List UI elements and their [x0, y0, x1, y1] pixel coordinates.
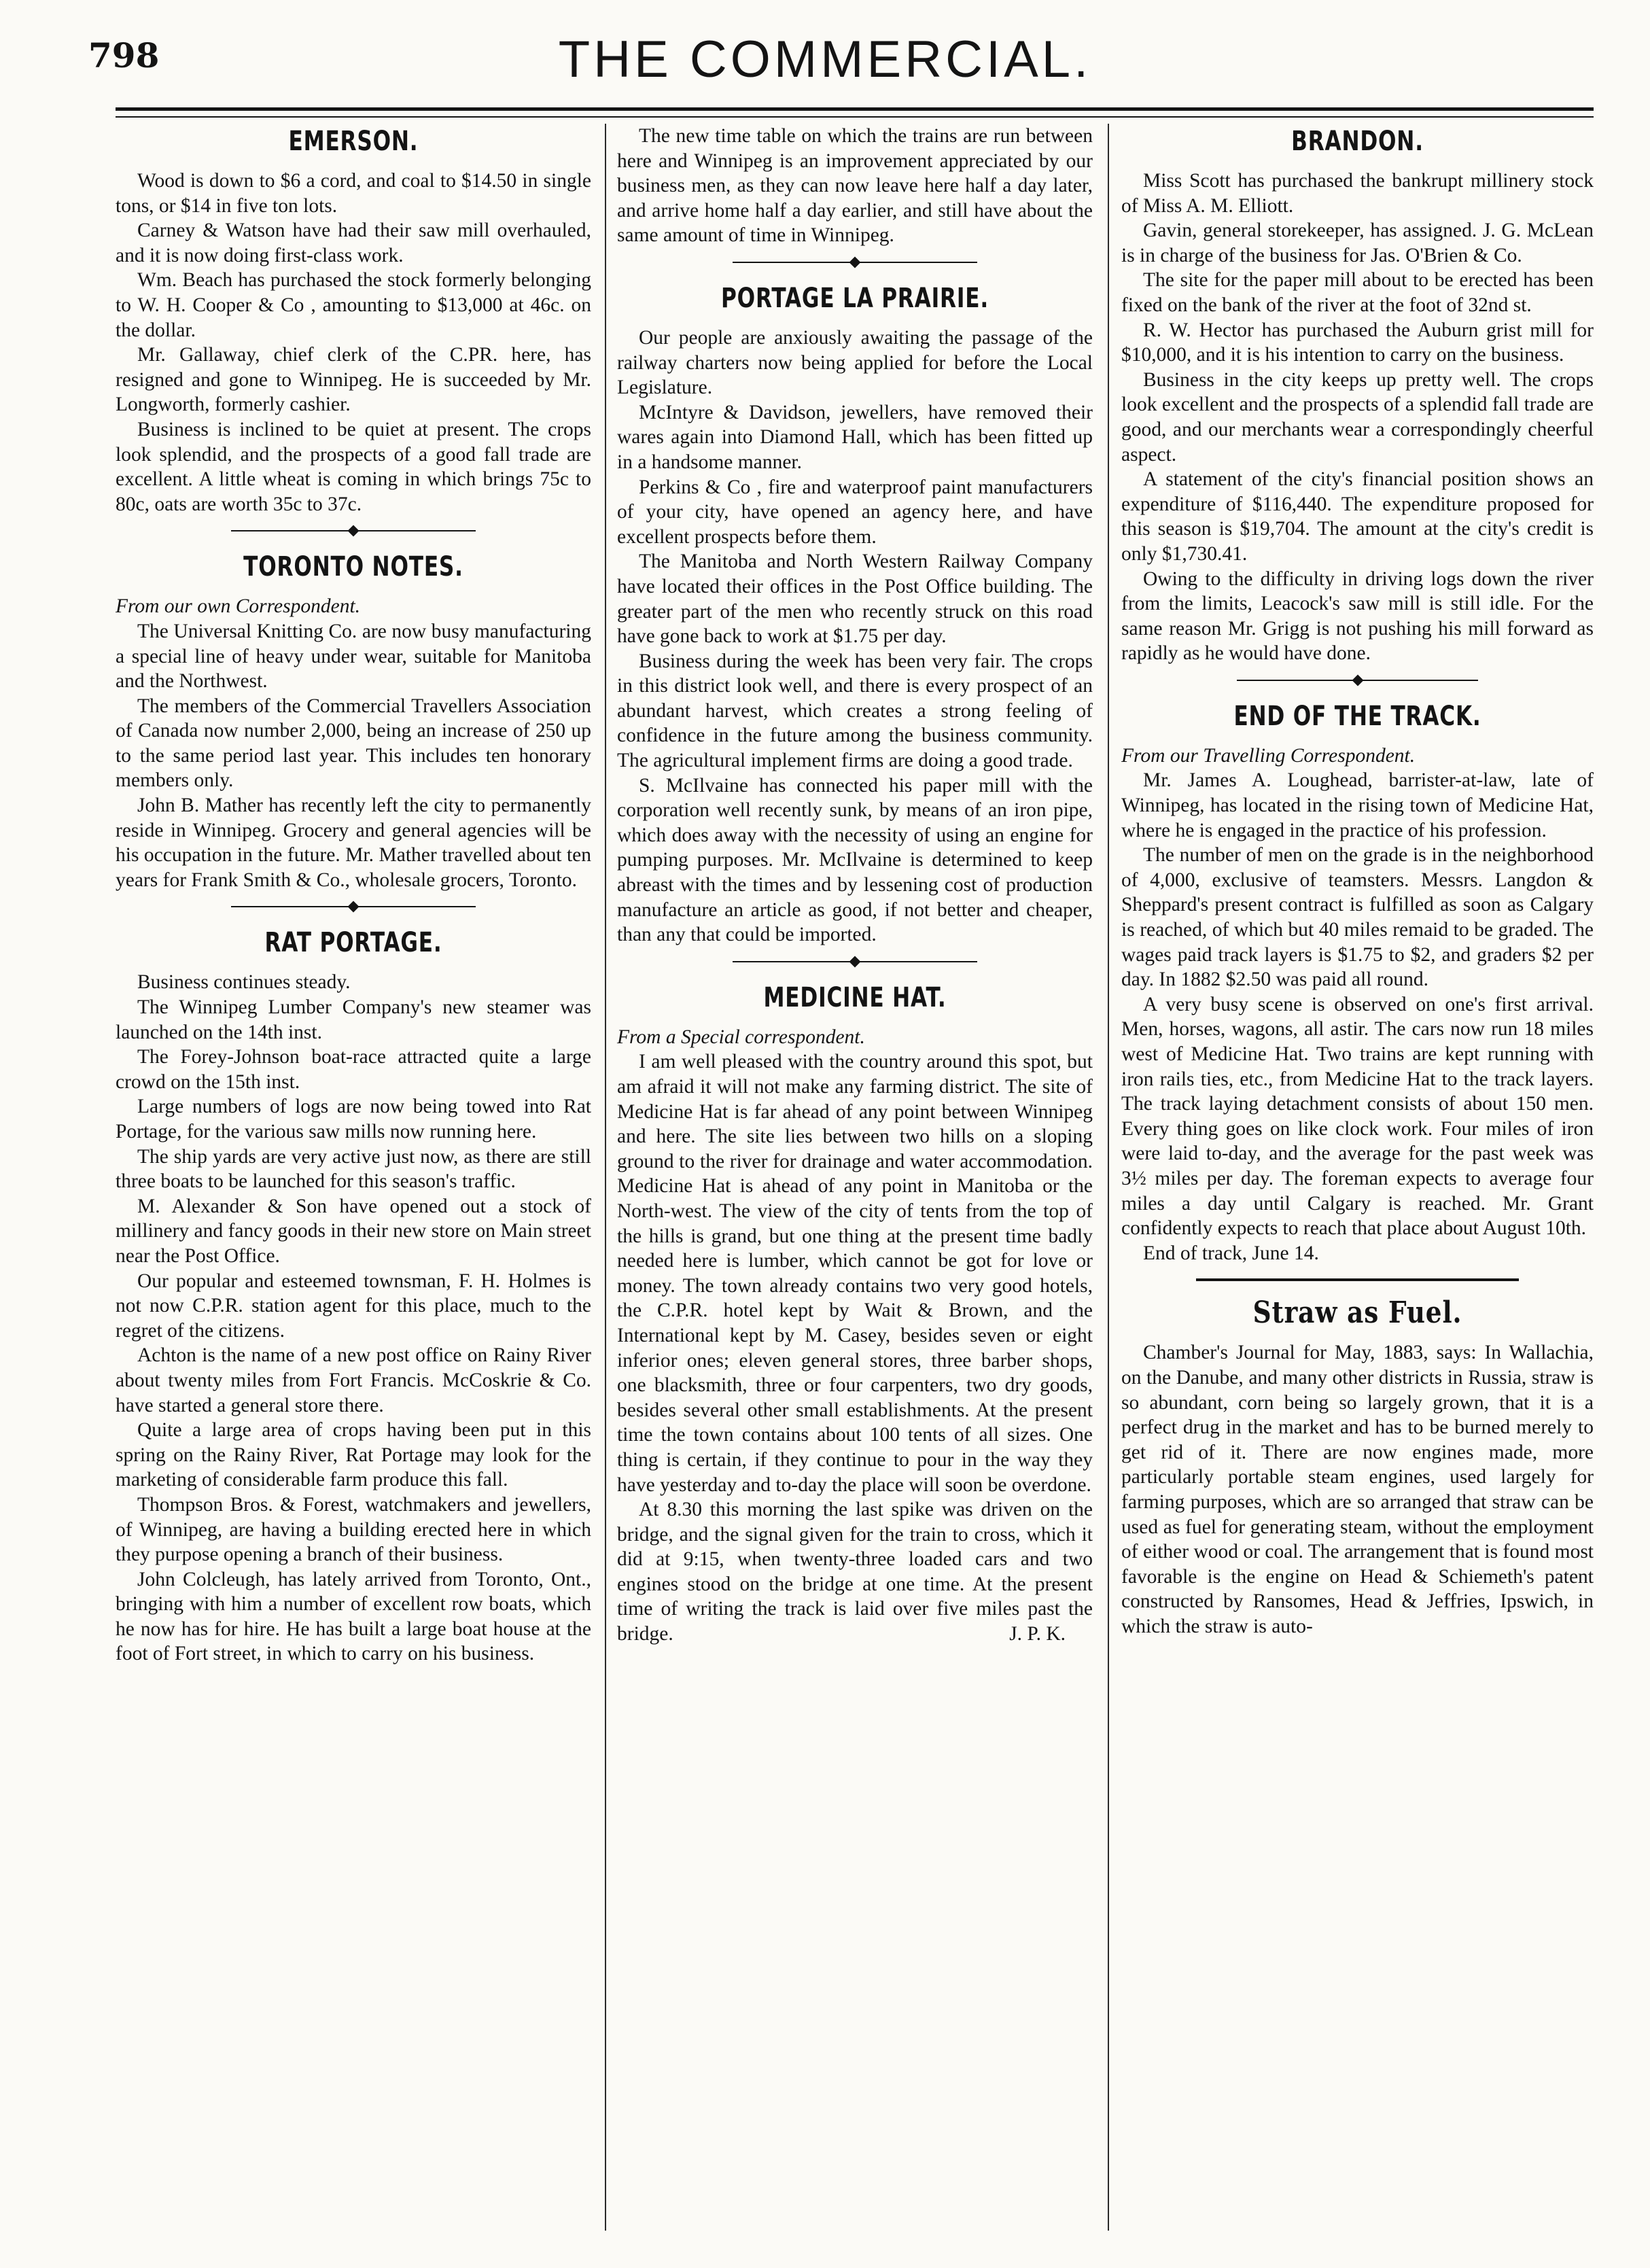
masthead-rule-thin — [116, 116, 1594, 118]
paragraph: John B. Mather has recently left the city to permanently reside in Winnipeg. Grocery and general agencies will be his occupation in the future. Mr. Mather travelled about ten years for Frank Smith & Co., wholesale grocers, Toronto. — [116, 795, 591, 891]
paragraph-text: At 8.30 this morning the last spike was driven on the bridge, and the signal given for the train to cross, which it did at 9:15, when twenty-three loaded cars and two engines stood on the bridge at one time. At the present time of writing the track is laid over five miles past the bridge. — [617, 1499, 1093, 1645]
byline: From our own Correspondent. — [116, 595, 361, 618]
section-divider — [1121, 1270, 1594, 1287]
heading-toronto-notes: TORONTO NOTES. — [243, 551, 463, 583]
paragraph: Thompson Bros. & Forest, watchmakers and jewellers, of Winnipeg, are having a building erected here in which they purpose opening a branch of their business. — [116, 1493, 591, 1566]
paragraph: The Manitoba and North Western Railway Company have located their offices in the Post Office building. The greater part of the men who recently struck on this road have gone back to work at $1.75 per day. — [617, 551, 1093, 648]
paragraph: The new time table on which the trains are run between here and Winnipeg is an improvement appreciated by our business men, as they can now leave here half a day later, and arrive home half a day earlier, and still have about the same amount of time in Winnipeg. — [617, 125, 1093, 247]
paragraph: Wood is down to $6 a cord, and coal to $14.50 in single tons, or $14 in five ton lots. — [116, 170, 591, 217]
heading-portage-la-prairie: PORTAGE LA PRAIRIE. — [721, 282, 989, 314]
heading-end-of-the-track: END OF THE TRACK. — [1233, 700, 1481, 732]
heading-emerson: EMERSON. — [288, 126, 419, 157]
section-divider — [116, 896, 591, 917]
column-3 — [1121, 124, 1594, 1639]
paragraph: Perkins & Co , fire and waterproof paint manufacturers of your city, have opened an agency here, and have excellent prospects before them. — [617, 476, 1093, 548]
paragraph: McIntyre & Davidson, jewellers, have removed their wares again into Diamond Hall, which has been fitted up in a handsome manner. — [617, 401, 1093, 473]
paragraph: The ship yards are very active just now, as there are still three boats to be launched for this season's traffic. — [116, 1145, 591, 1193]
paragraph: End of track, June 14. — [1143, 1242, 1319, 1264]
paragraph: The site for the paper mill about to be erected has been fixed on the bank of the river at the foot of 32nd st. — [1121, 269, 1594, 316]
heading-rat-portage: RAT PORTAGE. — [264, 927, 442, 959]
paragraph: Owing to the difficulty in driving logs down the river from the limits, Leacock's saw mill is still idle. For the same reason Mr. Grigg is not pushing his mill forward as rapidly as he would have done. — [1121, 568, 1594, 665]
paragraph: John Colcleugh, has lately arrived from Toronto, Ont., bringing with him a number of excellent row boats, which he now has for hire. He has built a large boat house at the foot of Fort street, in which to carry on his business. — [116, 1568, 591, 1665]
section-divider — [617, 952, 1093, 972]
paragraph: The Universal Knitting Co. are now busy manufacturing a special line of heavy under wear, suitable for Manitoba and the Northwest. — [116, 620, 591, 693]
paragraph: The members of the Commercial Travellers Association of Canada now number 2,000, being an increase of 250 up to the same period last year. This includes ten honorary members only. — [116, 695, 591, 792]
byline: From a Special correspondent. — [617, 1026, 865, 1048]
paragraph: Business is inclined to be quiet at present. The crops look splendid, and the prospects of a good fall trade are excellent. A little wheat is coming in which brings 75c to 80c, oats are worth 35c to 37c. — [116, 418, 591, 515]
paragraph: S. McIlvaine has connected his paper mill with the corporation well recently sunk, by means of an iron pipe, which does away with the necessity of using an engine for pumping purposes. Mr. McIlvaine is determined to keep abreast with the times and by lessening cost of production manufacture an article as good, if not better and cheaper, than any that could be imported. — [617, 774, 1093, 946]
paragraph: Quite a large area of crops having been put in this spring on the Rainy River, Rat Portage may look for the marketing of considerable farm produce this fall. — [116, 1419, 591, 1491]
paragraph — [617, 1497, 1093, 1647]
column-2 — [617, 124, 1093, 1647]
paragraph: Business during the week has been very fair. The crops in this district look well, and there is every prospect of an abundant harvest, which creates a strong feeling of confidence in the future among the business community. The agricultural implement firms are doing a good trade. — [617, 650, 1093, 772]
paragraph: The number of men on the grade is in the neighborhood of 4,000, exclusive of teamsters. Messrs. Langdon & Sheppard's present contract is fulfilled as soon as Calgary is reached, of which but 40 miles remaid to be graded. The wages paid track layers is $1.75 to $2, and graders $2 per day. In 1882 $2.50 was paid all round. — [1121, 844, 1594, 991]
heading-straw-as-fuel: Straw as Fuel. — [1252, 1295, 1462, 1331]
heading-medicine-hat: MEDICINE HAT. — [763, 981, 947, 1013]
paragraph: Mr. Gallaway, chief clerk of the C.PR. here, has resigned and gone to Winnipeg. He is succeeded by Mr. Longworth, formerly cashier. — [116, 344, 591, 416]
paragraph: Wm. Beach has purchased the stock formerly belonging to W. H. Cooper & Co , amounting to $13,000 at 46c. on the dollar. — [116, 269, 591, 341]
paragraph: The Forey-Johnson boat-race attracted quite a large crowd on the 15th inst. — [116, 1046, 591, 1093]
column-rule-right — [1108, 124, 1109, 2231]
paragraph: Our people are anxiously awaiting the passage of the railway charters now being applied for before the Local Legislature. — [617, 326, 1093, 399]
column-rule-left — [605, 124, 606, 2231]
section-divider — [116, 521, 591, 541]
byline: From our Travelling Correspondent. — [1121, 744, 1416, 767]
paragraph: Gavin, general storekeeper, has assigned. J. G. McLean is in charge of the business for Jas. O'Brien & Co. — [1121, 220, 1594, 266]
paragraph: A very busy scene is observed on one's first arrival. Men, horses, wagons, all astir. The cars now run 18 miles west of Medicine Hat. Two trains are kept running with iron rails ties, etc., from Medicine Hat to the track layers. The track laying detachment consists of about 150 men. Every thing goes on like clock work. Four miles of iron were laid to-day, and the average for the past week was 3½ miles per day. The foreman expects to average four miles a day until Calgary is reached. Mr. Grant confidently expects to reach that place about August 10th. — [1121, 993, 1594, 1240]
paragraph: Achton is the name of a new post office on Rainy River about twenty miles from Fort Francis. McCoskrie & Co. have started a general store there. — [116, 1344, 591, 1416]
section-divider — [1121, 670, 1594, 691]
paragraph: Large numbers of logs are now being towed into Rat Portage, for the various saw mills now running here. — [116, 1096, 591, 1142]
paragraph: The Winnipeg Lumber Company's new steamer was launched on the 14th inst. — [116, 996, 591, 1043]
paragraph: A statement of the city's financial position shows an expenditure of $116,440. The expenditure proposed for this season is $19,704. The amount at the city's credit is only $1,730.41. — [1121, 468, 1594, 565]
heading-brandon: BRANDON. — [1291, 126, 1424, 157]
masthead-rule-thick — [116, 107, 1594, 111]
paragraph: Chamber's Journal for May, 1883, says: In Wallachia, on the Danube, and many other districts in Russia, straw is so abundant, corn being so largely grown, that it is a perfect drug in the market and has to be burned merely to get rid of it. There are now engines made, more particularly portable steam engines, used largely for farming purposes, which are so arranged that straw can be used as fuel for generating steam, without the employment of either wood or coal. The arrangement that is found most favorable is the engine on Head & Schiemeth's patent constructed by Ransomes, Head & Jeffries, Ipswich, in which the straw is auto- — [1121, 1342, 1594, 1637]
paragraph: Business in the city keeps up pretty well. The crops look excellent and the prospects of a splendid fall trade are good, and our merchants wear a correspondingly cheerful aspect. — [1121, 368, 1594, 466]
paragraph: I am well pleased with the country around this spot, but am afraid it will not make any farming district. The site of Medicine Hat is far ahead of any point between Winnipeg and here. The site lies between two hills on a sloping ground to the river for drainage and water accommodation. Medicine Hat is ahead of any point in Manitoba or the North-west. The view of the city of tents from the top of the hills is grand, but one thing at the present time badly needed here is lumber, which cannot be got for love or money. The town already contains two very good hotels, the C.P.R. hotel kept by Wait & Brown, and the International kept by M. Casey, besides seven or eight inferior ones; eleven general stores, three barber shops, one blacksmith, three or four carpenters, two dry goods, besides several other small establishments. At the present time the town contains about 100 tents of all sizes. One thing is certain, if they continue to pour in the way they have yesterday and to-day the place will soon be overdone. — [617, 1051, 1093, 1496]
column-1 — [116, 124, 591, 1667]
paragraph: Carney & Watson have had their saw mill overhauled, and it is now doing first-class work. — [116, 220, 591, 266]
masthead-title: THE COMMERCIAL. — [558, 31, 1092, 88]
paragraph: R. W. Hector has purchased the Auburn grist mill for $10,000, and it is his intention to carry on the business. — [1121, 319, 1594, 366]
section-divider — [617, 252, 1093, 273]
signature: J. P. K. — [1009, 1623, 1066, 1645]
paragraph: M. Alexander & Son have opened out a stock of millinery and fancy goods in their new store on Main street near the Post Office. — [116, 1195, 591, 1267]
paragraph: Mr. James A. Loughead, barrister-at-law, late of Winnipeg, has located in the rising town of Medicine Hat, where he is engaged in the practice of his profession. — [1121, 769, 1594, 841]
paragraph: Miss Scott has purchased the bankrupt millinery stock of Miss A. M. Elliott. — [1121, 170, 1594, 217]
page-number: 798 — [88, 35, 160, 75]
paragraph: Our popular and esteemed townsman, F. H. Holmes is not now C.P.R. station agent for this place, much to the regret of the citizens. — [116, 1270, 591, 1342]
paragraph: Business continues steady. — [137, 971, 351, 994]
